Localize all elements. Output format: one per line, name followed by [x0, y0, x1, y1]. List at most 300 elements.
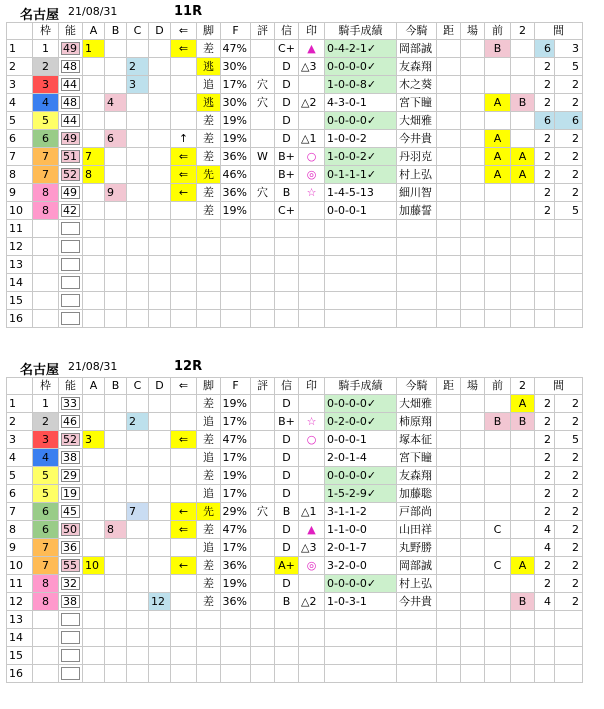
arrow-cell[interactable]: [171, 238, 197, 256]
shin-cell[interactable]: [275, 238, 299, 256]
hyo-cell[interactable]: [251, 40, 275, 58]
kan-cell[interactable]: 2: [535, 130, 555, 148]
waku-cell[interactable]: 8: [33, 593, 59, 611]
shirushi-cell[interactable]: [299, 202, 325, 220]
mae-cell[interactable]: B: [485, 413, 511, 431]
nou-cell[interactable]: [59, 467, 83, 485]
a-cell[interactable]: [83, 575, 105, 593]
waku-cell[interactable]: [33, 220, 59, 238]
shirushi-cell[interactable]: [299, 449, 325, 467]
nou-value[interactable]: 51: [61, 150, 80, 163]
seiseki-cell[interactable]: 1-0-0-8✓: [325, 76, 397, 94]
waku-cell[interactable]: [33, 647, 59, 665]
waku-cell[interactable]: 1: [33, 40, 59, 58]
arrow-cell[interactable]: ←: [171, 184, 197, 202]
seiseki-cell[interactable]: 0-4-2-1✓: [325, 40, 397, 58]
kan-cell[interactable]: 2: [535, 58, 555, 76]
table-row[interactable]: [7, 629, 583, 647]
a-cell[interactable]: [83, 629, 105, 647]
nou-value[interactable]: 44: [61, 114, 80, 127]
f-cell[interactable]: 36%: [221, 557, 251, 575]
ba-cell[interactable]: [461, 238, 485, 256]
kyaku-cell[interactable]: [197, 310, 221, 328]
ni-cell[interactable]: A: [511, 395, 535, 413]
table-row[interactable]: [7, 274, 583, 292]
ni-cell[interactable]: [511, 467, 535, 485]
nou-value[interactable]: 19: [61, 487, 80, 500]
jockey-cell[interactable]: 友森翔: [397, 58, 437, 76]
waku-cell[interactable]: 5: [33, 467, 59, 485]
kyori-cell[interactable]: [437, 220, 461, 238]
kyaku-cell[interactable]: 追: [197, 539, 221, 557]
c-cell[interactable]: [127, 575, 149, 593]
ba-cell[interactable]: [461, 40, 485, 58]
seiseki-cell[interactable]: 0-0-0-0✓: [325, 58, 397, 76]
f-cell[interactable]: 17%: [221, 413, 251, 431]
table-row[interactable]: [7, 539, 583, 557]
jockey-cell[interactable]: [397, 220, 437, 238]
ni-cell[interactable]: [511, 521, 535, 539]
kan2-cell[interactable]: 2: [555, 130, 583, 148]
kyaku-cell[interactable]: 差: [197, 148, 221, 166]
a-cell[interactable]: [83, 665, 105, 683]
kyori-cell[interactable]: [437, 485, 461, 503]
ba-cell[interactable]: [461, 521, 485, 539]
nou-value[interactable]: 49: [61, 132, 80, 145]
f-cell[interactable]: [221, 292, 251, 310]
waku-cell[interactable]: 2: [33, 58, 59, 76]
shin-cell[interactable]: [275, 256, 299, 274]
mae-cell[interactable]: C: [485, 557, 511, 575]
waku-cell[interactable]: [33, 274, 59, 292]
jockey-cell[interactable]: 今井貴: [397, 130, 437, 148]
seiseki-cell[interactable]: 0-0-0-0✓: [325, 467, 397, 485]
nou-cell[interactable]: [59, 647, 83, 665]
arrow-cell[interactable]: [171, 274, 197, 292]
f-cell[interactable]: [221, 629, 251, 647]
b-cell[interactable]: [105, 220, 127, 238]
arrow-cell[interactable]: [171, 647, 197, 665]
kan2-cell[interactable]: 2: [555, 76, 583, 94]
nou-cell[interactable]: [59, 665, 83, 683]
shirushi-cell[interactable]: ☆: [299, 184, 325, 202]
a-cell[interactable]: [83, 220, 105, 238]
arrow-cell[interactable]: ⇐: [171, 40, 197, 58]
ni-cell[interactable]: [511, 503, 535, 521]
d-cell[interactable]: 12: [149, 593, 171, 611]
jockey-cell[interactable]: 村上弘: [397, 575, 437, 593]
nou-value[interactable]: 32: [61, 577, 80, 590]
shin-cell[interactable]: D: [275, 467, 299, 485]
f-cell[interactable]: [221, 220, 251, 238]
waku-cell[interactable]: 7: [33, 557, 59, 575]
kan-cell[interactable]: [535, 611, 555, 629]
f-cell[interactable]: [221, 238, 251, 256]
kyori-cell[interactable]: [437, 449, 461, 467]
kyaku-cell[interactable]: 差: [197, 575, 221, 593]
jockey-cell[interactable]: 山田祥: [397, 521, 437, 539]
ba-cell[interactable]: [461, 413, 485, 431]
seiseki-cell[interactable]: 3-2-0-0: [325, 557, 397, 575]
mae-cell[interactable]: A: [485, 148, 511, 166]
kan-cell[interactable]: 2: [535, 76, 555, 94]
d-cell[interactable]: [149, 274, 171, 292]
arrow-cell[interactable]: [171, 256, 197, 274]
arrow-cell[interactable]: ↑: [171, 130, 197, 148]
shin-cell[interactable]: B+: [275, 413, 299, 431]
seiseki-cell[interactable]: 4-3-0-1: [325, 94, 397, 112]
arrow-cell[interactable]: [171, 629, 197, 647]
jockey-cell[interactable]: [397, 647, 437, 665]
nou-cell[interactable]: [59, 575, 83, 593]
kan2-cell[interactable]: [555, 274, 583, 292]
ba-cell[interactable]: [461, 148, 485, 166]
seiseki-cell[interactable]: 1-1-0-0: [325, 521, 397, 539]
mae-cell[interactable]: [485, 238, 511, 256]
kyori-cell[interactable]: [437, 611, 461, 629]
kan-cell[interactable]: 2: [535, 148, 555, 166]
shirushi-cell[interactable]: [299, 629, 325, 647]
shirushi-cell[interactable]: △3: [299, 58, 325, 76]
kyori-cell[interactable]: [437, 256, 461, 274]
ba-cell[interactable]: [461, 58, 485, 76]
kyori-cell[interactable]: [437, 148, 461, 166]
nou-value[interactable]: 48: [61, 60, 80, 73]
kan2-cell[interactable]: [555, 310, 583, 328]
kyaku-cell[interactable]: [197, 238, 221, 256]
nou-cell[interactable]: [59, 395, 83, 413]
arrow-cell[interactable]: [171, 395, 197, 413]
kyaku-cell[interactable]: 差: [197, 130, 221, 148]
f-cell[interactable]: 47%: [221, 431, 251, 449]
a-cell[interactable]: [83, 395, 105, 413]
kyaku-cell[interactable]: 差: [197, 593, 221, 611]
waku-cell[interactable]: 6: [33, 130, 59, 148]
ba-cell[interactable]: [461, 593, 485, 611]
kyori-cell[interactable]: [437, 665, 461, 683]
f-cell[interactable]: 19%: [221, 575, 251, 593]
mae-cell[interactable]: [485, 503, 511, 521]
arrow-cell[interactable]: ←: [171, 503, 197, 521]
mae-cell[interactable]: A: [485, 94, 511, 112]
b-cell[interactable]: [105, 611, 127, 629]
table-row[interactable]: [7, 665, 583, 683]
table-row[interactable]: [7, 611, 583, 629]
jockey-cell[interactable]: 大畑雅: [397, 112, 437, 130]
b-cell[interactable]: [105, 557, 127, 575]
a-cell[interactable]: [83, 292, 105, 310]
waku-cell[interactable]: 4: [33, 94, 59, 112]
a-cell[interactable]: [83, 467, 105, 485]
c-cell[interactable]: [127, 148, 149, 166]
kan-cell[interactable]: 4: [535, 539, 555, 557]
ni-cell[interactable]: [511, 202, 535, 220]
kan-cell[interactable]: 2: [535, 557, 555, 575]
a-cell[interactable]: 1: [83, 40, 105, 58]
mae-cell[interactable]: [485, 593, 511, 611]
nou-value[interactable]: [61, 631, 80, 644]
b-cell[interactable]: [105, 76, 127, 94]
b-cell[interactable]: [105, 575, 127, 593]
f-cell[interactable]: 30%: [221, 58, 251, 76]
c-cell[interactable]: [127, 611, 149, 629]
hyo-cell[interactable]: 穴: [251, 503, 275, 521]
shin-cell[interactable]: D: [275, 449, 299, 467]
nou-cell[interactable]: [59, 184, 83, 202]
ba-cell[interactable]: [461, 220, 485, 238]
shin-cell[interactable]: B+: [275, 148, 299, 166]
table-row[interactable]: [7, 238, 583, 256]
kan-cell[interactable]: 4: [535, 521, 555, 539]
a-cell[interactable]: [83, 112, 105, 130]
f-cell[interactable]: 19%: [221, 130, 251, 148]
c-cell[interactable]: [127, 166, 149, 184]
jockey-cell[interactable]: 柿原翔: [397, 413, 437, 431]
jockey-cell[interactable]: [397, 611, 437, 629]
hyo-cell[interactable]: [251, 467, 275, 485]
arrow-cell[interactable]: [171, 292, 197, 310]
table-row[interactable]: [7, 431, 583, 449]
waku-cell[interactable]: 2: [33, 413, 59, 431]
arrow-cell[interactable]: [171, 485, 197, 503]
kyori-cell[interactable]: [437, 629, 461, 647]
nou-cell[interactable]: [59, 256, 83, 274]
kan2-cell[interactable]: [555, 292, 583, 310]
hyo-cell[interactable]: [251, 593, 275, 611]
seiseki-cell[interactable]: 0-0-0-0✓: [325, 112, 397, 130]
a-cell[interactable]: [83, 274, 105, 292]
waku-cell[interactable]: [33, 629, 59, 647]
mae-cell[interactable]: [485, 467, 511, 485]
c-cell[interactable]: [127, 184, 149, 202]
f-cell[interactable]: 36%: [221, 184, 251, 202]
waku-cell[interactable]: 4: [33, 449, 59, 467]
seiseki-cell[interactable]: 0-0-0-1: [325, 202, 397, 220]
kyori-cell[interactable]: [437, 593, 461, 611]
d-cell[interactable]: [149, 112, 171, 130]
kan2-cell[interactable]: 2: [555, 184, 583, 202]
nou-cell[interactable]: [59, 58, 83, 76]
kan-cell[interactable]: [535, 256, 555, 274]
ni-cell[interactable]: [511, 292, 535, 310]
jockey-cell[interactable]: 岡部誠: [397, 557, 437, 575]
b-cell[interactable]: [105, 395, 127, 413]
kyaku-cell[interactable]: 差: [197, 395, 221, 413]
ba-cell[interactable]: [461, 310, 485, 328]
shirushi-cell[interactable]: ▲: [299, 521, 325, 539]
mae-cell[interactable]: [485, 292, 511, 310]
ni-cell[interactable]: [511, 310, 535, 328]
kan-cell[interactable]: [535, 647, 555, 665]
kyaku-cell[interactable]: [197, 611, 221, 629]
shirushi-cell[interactable]: [299, 274, 325, 292]
d-cell[interactable]: [149, 310, 171, 328]
seiseki-cell[interactable]: 0-0-0-0✓: [325, 395, 397, 413]
ba-cell[interactable]: [461, 629, 485, 647]
kan2-cell[interactable]: [555, 647, 583, 665]
c-cell[interactable]: [127, 593, 149, 611]
mae-cell[interactable]: [485, 575, 511, 593]
f-cell[interactable]: 17%: [221, 539, 251, 557]
b-cell[interactable]: [105, 148, 127, 166]
d-cell[interactable]: [149, 521, 171, 539]
b-cell[interactable]: 8: [105, 521, 127, 539]
d-cell[interactable]: [149, 238, 171, 256]
ba-cell[interactable]: [461, 575, 485, 593]
kyaku-cell[interactable]: [197, 220, 221, 238]
table-row[interactable]: [7, 58, 583, 76]
nou-cell[interactable]: [59, 629, 83, 647]
nou-value[interactable]: [61, 222, 80, 235]
ni-cell[interactable]: [511, 76, 535, 94]
nou-value[interactable]: 44: [61, 78, 80, 91]
kan-cell[interactable]: [535, 310, 555, 328]
c-cell[interactable]: [127, 485, 149, 503]
ni-cell[interactable]: [511, 130, 535, 148]
kan2-cell[interactable]: 2: [555, 557, 583, 575]
kan-cell[interactable]: [535, 629, 555, 647]
kyaku-cell[interactable]: 追: [197, 485, 221, 503]
nou-value[interactable]: 48: [61, 96, 80, 109]
nou-value[interactable]: 49: [61, 42, 80, 55]
ni-cell[interactable]: [511, 539, 535, 557]
ni-cell[interactable]: [511, 485, 535, 503]
mae-cell[interactable]: [485, 647, 511, 665]
f-cell[interactable]: 17%: [221, 76, 251, 94]
kan-cell[interactable]: [535, 274, 555, 292]
f-cell[interactable]: 19%: [221, 467, 251, 485]
ba-cell[interactable]: [461, 539, 485, 557]
table-row[interactable]: [7, 310, 583, 328]
kyori-cell[interactable]: [437, 76, 461, 94]
seiseki-cell[interactable]: 1-0-0-2: [325, 130, 397, 148]
kyaku-cell[interactable]: 差: [197, 431, 221, 449]
seiseki-cell[interactable]: 0-0-0-0✓: [325, 575, 397, 593]
table-row[interactable]: [7, 575, 583, 593]
shin-cell[interactable]: D: [275, 431, 299, 449]
kyori-cell[interactable]: [437, 94, 461, 112]
waku-cell[interactable]: [33, 292, 59, 310]
waku-cell[interactable]: 7: [33, 148, 59, 166]
table-row[interactable]: [7, 184, 583, 202]
kan2-cell[interactable]: 2: [555, 166, 583, 184]
a-cell[interactable]: [83, 593, 105, 611]
hyo-cell[interactable]: [251, 539, 275, 557]
kan2-cell[interactable]: [555, 629, 583, 647]
shirushi-cell[interactable]: [299, 112, 325, 130]
b-cell[interactable]: [105, 629, 127, 647]
c-cell[interactable]: [127, 256, 149, 274]
seiseki-cell[interactable]: [325, 647, 397, 665]
ni-cell[interactable]: [511, 184, 535, 202]
nou-cell[interactable]: [59, 503, 83, 521]
a-cell[interactable]: [83, 58, 105, 76]
table-row[interactable]: [7, 256, 583, 274]
kan-cell[interactable]: 2: [535, 413, 555, 431]
c-cell[interactable]: [127, 292, 149, 310]
jockey-cell[interactable]: 村上弘: [397, 166, 437, 184]
hyo-cell[interactable]: [251, 485, 275, 503]
b-cell[interactable]: 4: [105, 94, 127, 112]
mae-cell[interactable]: [485, 665, 511, 683]
f-cell[interactable]: [221, 310, 251, 328]
kyaku-cell[interactable]: 差: [197, 184, 221, 202]
hyo-cell[interactable]: [251, 665, 275, 683]
shirushi-cell[interactable]: ◎: [299, 166, 325, 184]
ni-cell[interactable]: A: [511, 166, 535, 184]
waku-cell[interactable]: 3: [33, 76, 59, 94]
d-cell[interactable]: [149, 575, 171, 593]
nou-value[interactable]: [61, 649, 80, 662]
d-cell[interactable]: [149, 130, 171, 148]
table-row[interactable]: [7, 166, 583, 184]
c-cell[interactable]: [127, 220, 149, 238]
c-cell[interactable]: [127, 202, 149, 220]
nou-cell[interactable]: [59, 112, 83, 130]
nou-cell[interactable]: [59, 40, 83, 58]
kan2-cell[interactable]: 5: [555, 202, 583, 220]
nou-value[interactable]: 38: [61, 451, 80, 464]
d-cell[interactable]: [149, 166, 171, 184]
kan2-cell[interactable]: [555, 220, 583, 238]
kan-cell[interactable]: 4: [535, 593, 555, 611]
b-cell[interactable]: [105, 166, 127, 184]
kyori-cell[interactable]: [437, 395, 461, 413]
d-cell[interactable]: [149, 431, 171, 449]
shin-cell[interactable]: D: [275, 521, 299, 539]
nou-cell[interactable]: [59, 220, 83, 238]
arrow-cell[interactable]: [171, 220, 197, 238]
nou-value[interactable]: 45: [61, 505, 80, 518]
c-cell[interactable]: 3: [127, 76, 149, 94]
shin-cell[interactable]: D: [275, 575, 299, 593]
f-cell[interactable]: [221, 611, 251, 629]
hyo-cell[interactable]: [251, 238, 275, 256]
shirushi-cell[interactable]: [299, 238, 325, 256]
table-row[interactable]: [7, 76, 583, 94]
kyaku-cell[interactable]: 差: [197, 467, 221, 485]
kyaku-cell[interactable]: 先: [197, 503, 221, 521]
ba-cell[interactable]: [461, 431, 485, 449]
a-cell[interactable]: [83, 521, 105, 539]
kan2-cell[interactable]: 2: [555, 593, 583, 611]
mae-cell[interactable]: [485, 611, 511, 629]
kan2-cell[interactable]: 5: [555, 431, 583, 449]
kyaku-cell[interactable]: [197, 629, 221, 647]
kan2-cell[interactable]: 2: [555, 148, 583, 166]
c-cell[interactable]: [127, 557, 149, 575]
b-cell[interactable]: [105, 238, 127, 256]
nou-value[interactable]: 38: [61, 595, 80, 608]
seiseki-cell[interactable]: [325, 629, 397, 647]
table-row[interactable]: [7, 593, 583, 611]
hyo-cell[interactable]: [251, 431, 275, 449]
kyori-cell[interactable]: [437, 238, 461, 256]
jockey-cell[interactable]: [397, 665, 437, 683]
shirushi-cell[interactable]: [299, 647, 325, 665]
hyo-cell[interactable]: [251, 521, 275, 539]
b-cell[interactable]: [105, 40, 127, 58]
hyo-cell[interactable]: [251, 629, 275, 647]
c-cell[interactable]: 2: [127, 413, 149, 431]
kan2-cell[interactable]: 3: [555, 40, 583, 58]
seiseki-cell[interactable]: [325, 310, 397, 328]
arrow-cell[interactable]: [171, 611, 197, 629]
ni-cell[interactable]: [511, 575, 535, 593]
waku-cell[interactable]: 8: [33, 575, 59, 593]
arrow-cell[interactable]: [171, 539, 197, 557]
table-row[interactable]: [7, 202, 583, 220]
